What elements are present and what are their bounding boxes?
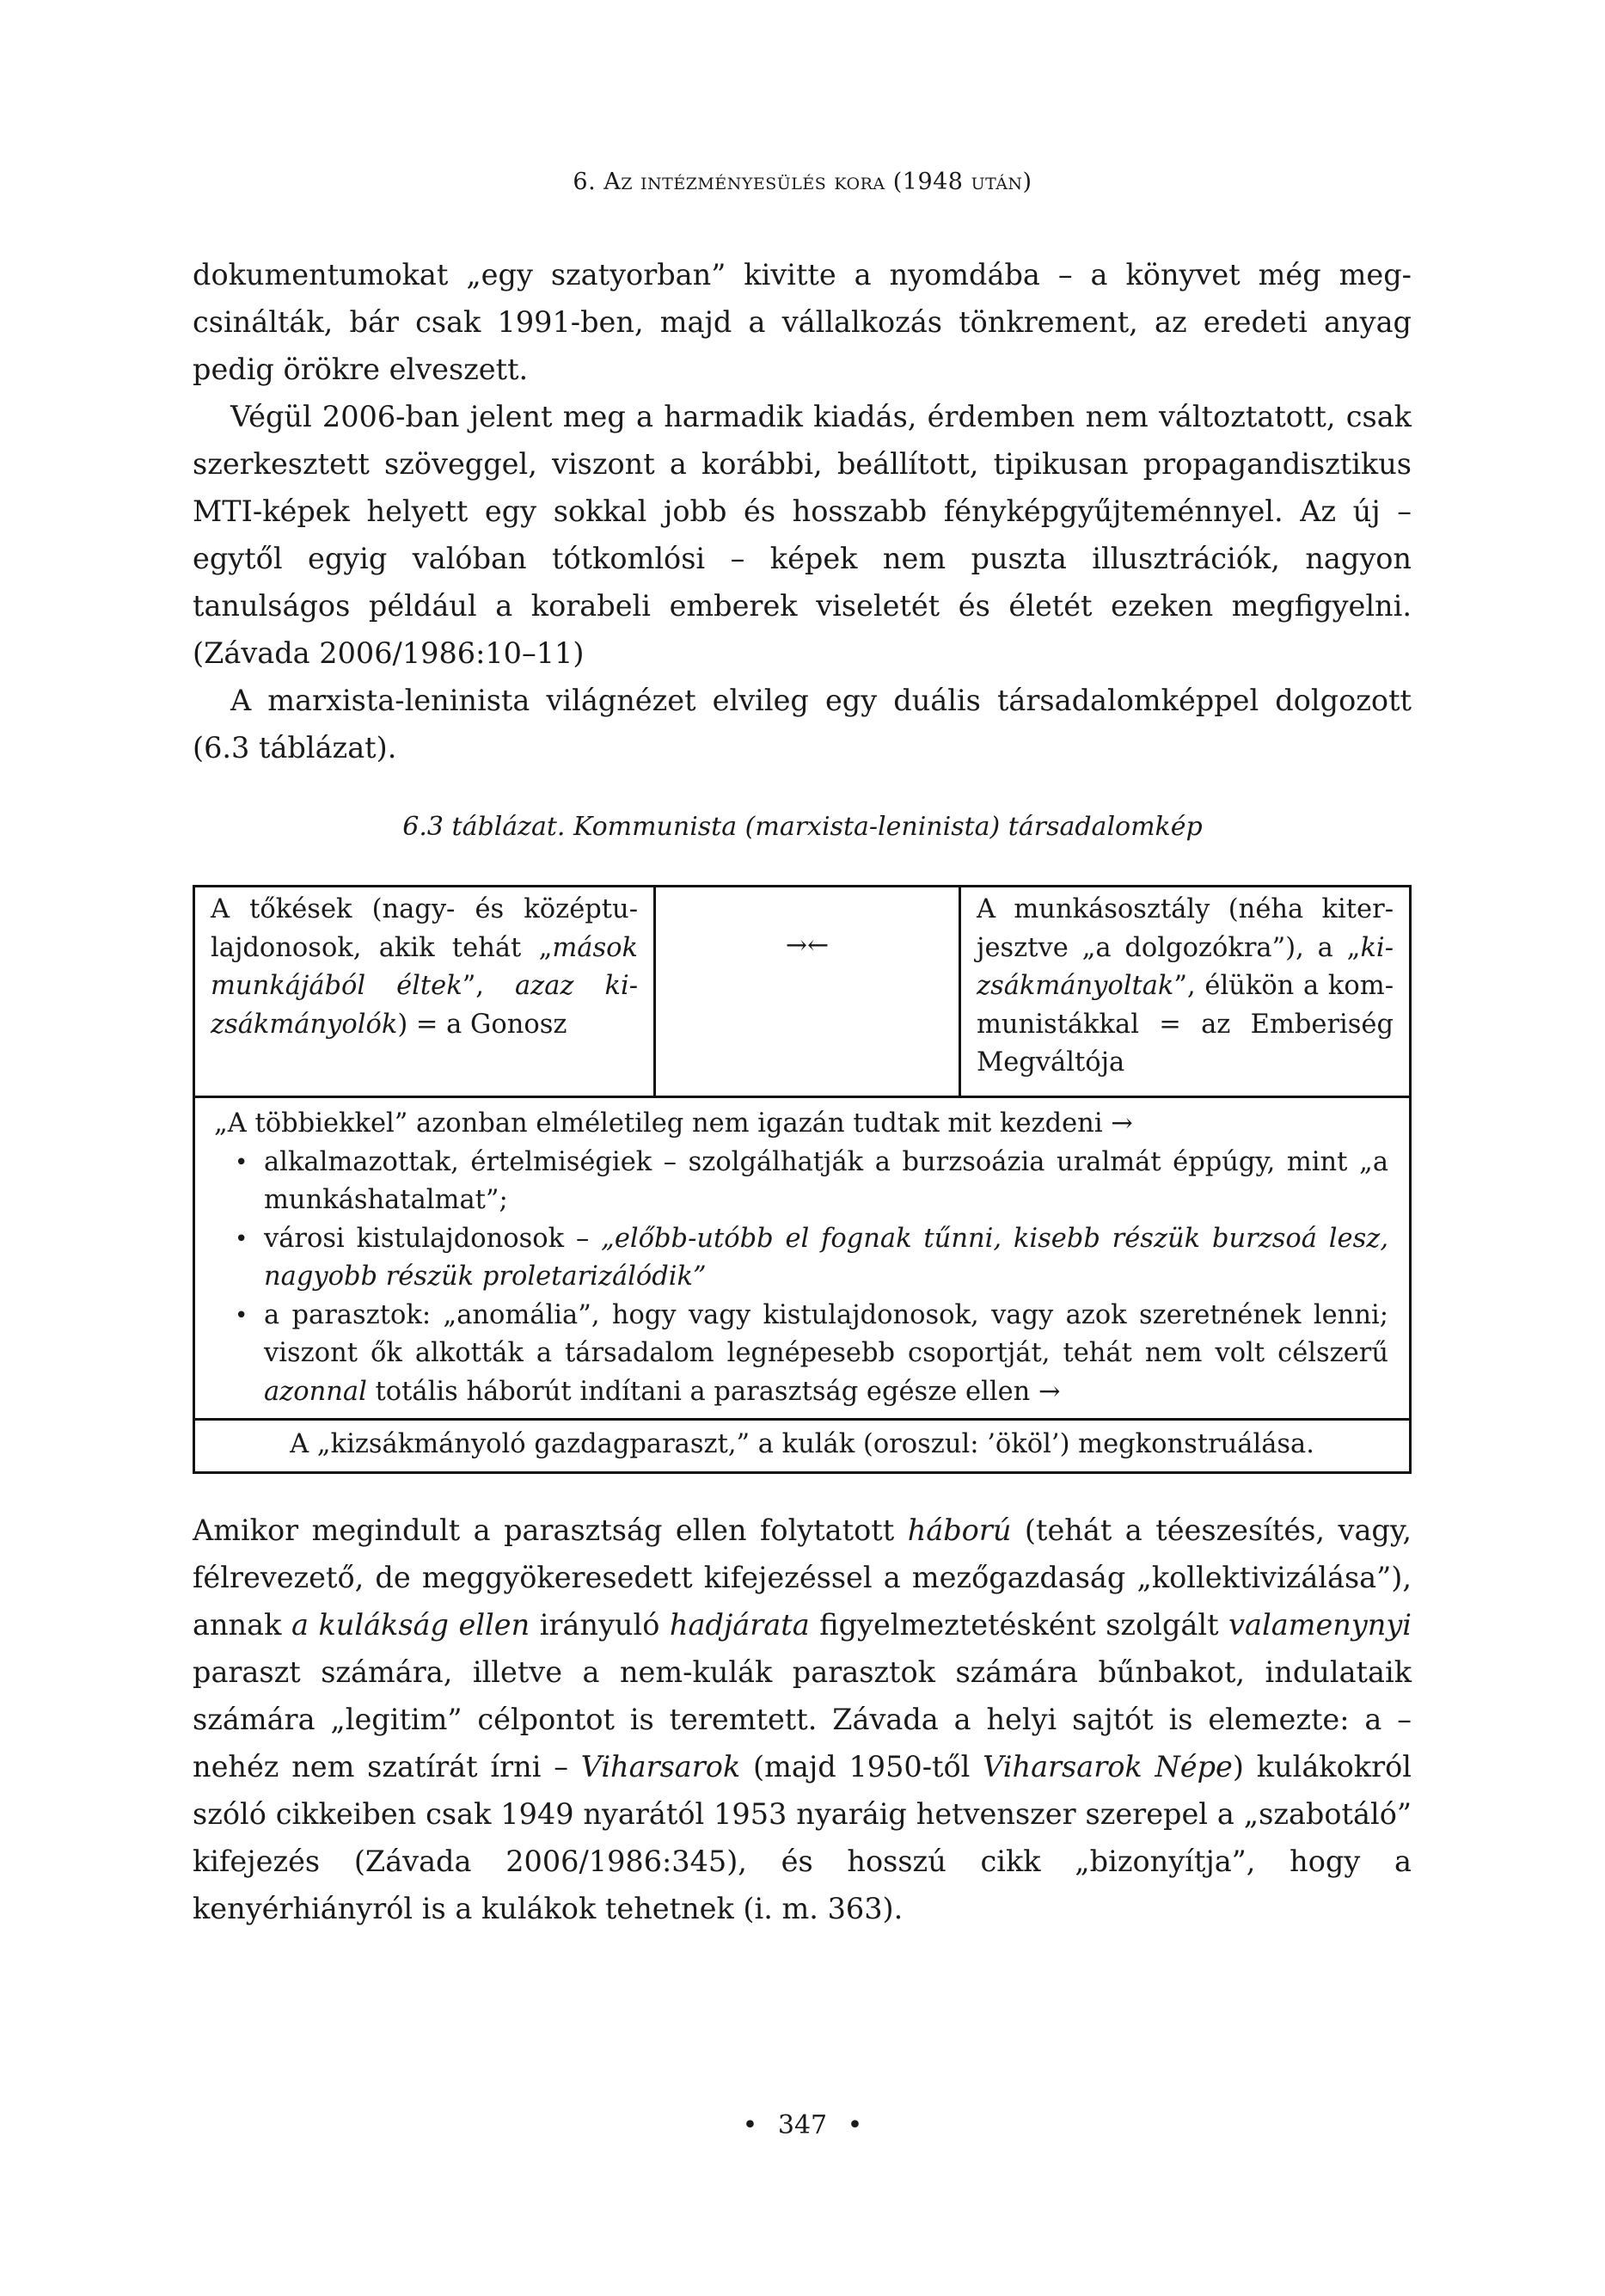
paragraph: dokumentumokat „egy szatyorban” kivitte a nyomdába – a könyvet még megcsinálták, bár csak 1991-ben, majd a vállalkozás tönkrement, az eredeti anyag pedig örökre elveszett.	[193, 258, 1412, 386]
text-run-italic: Viharsarok Népe	[983, 1750, 1233, 1783]
running-head: 6. Az intézményesülés kora (1948 után)	[573, 169, 1032, 195]
list-item-text: városi kistulajdonosok –	[264, 1223, 602, 1254]
text-run: irányuló	[530, 1608, 670, 1642]
list-item	[264, 1144, 1388, 1220]
others-intro: „A többiekkel” azonban elméletileg nem igazán tudtak mit kezdeni →	[214, 1108, 1133, 1139]
others-cell	[194, 1097, 1411, 1420]
text-run: Amikor megindult a parasztság ellen folytatott	[193, 1513, 908, 1547]
text-run-italic: valamenynyi	[1228, 1608, 1412, 1642]
paragraph	[193, 1507, 1412, 1932]
text-run: (tehát a téeszesítés, vagy, félrevezető, de meggyökeresedett kifejezéssel a mezőgazdaság „kollektivizálása”), annak	[193, 1513, 1412, 1642]
body-text-bottom	[193, 1507, 1412, 1932]
list-item-text-italic: „előbb-utóbb el fognak tűnni, kisebb részük burzsoá lesz, nagyobb részük proletarizálódik”	[264, 1223, 1389, 1292]
text-run-italic: hadjárata	[669, 1608, 810, 1642]
paragraph: Végül 2006-ban jelent meg a harmadik kiadás, érdemben nem változtatott, csak szerkesztett szöveggel, viszont a korábbi, beállított, tipikusan propagandisztikus MTI-képek helyett egy sokkal jobb és hosszabb fényképgyűjteménnyel. Az új – egytől egyig valóban tótkomlósi – képek nem puszta illusztrációk, nagyon tanulságos például a korabeli emberek viseletét és életét ezeken megfigyelni. (Závada 2006/1986:10–11)	[193, 400, 1412, 670]
page-footer	[0, 2110, 1605, 2140]
table-row	[194, 1420, 1411, 1473]
page-number: 347	[777, 2110, 828, 2140]
list-item-text-italic: azonnal	[264, 1376, 367, 1407]
text-run: (majd 1950-től	[740, 1750, 983, 1783]
bullet-ornament-icon: •	[742, 2110, 758, 2140]
society-table	[193, 885, 1412, 1474]
paragraph: A marxista-leninista világnézet elvileg egy duális társadalomképpel dolgozott (6.3 táblázat).	[193, 684, 1412, 764]
bullet-ornament-icon: •	[847, 2110, 863, 2140]
others-list	[214, 1144, 1388, 1412]
cell-text: ”, élükön a kommunistákkal = az Emberiség Megváltója	[977, 971, 1394, 1077]
cell-text: A tőkések (nagy- és középtulajdonosok, akik tehát „	[211, 894, 638, 963]
cell-text: A munkásosztály (néha kiterjesztve „a dolgozókra”), a „	[977, 894, 1394, 963]
cell-text: ) = a Gonosz	[397, 1009, 567, 1040]
text-run: figyelmeztetésként szolgált	[809, 1608, 1229, 1642]
cell-text-italic: azaz kizsákmányolók	[211, 971, 639, 1040]
table-row	[194, 1097, 1411, 1420]
cell-text-italic: mások munkájából éltek	[211, 932, 638, 1001]
list-item	[264, 1297, 1388, 1412]
cell-text-italic: kizsákmányoltak	[977, 932, 1394, 1001]
list-item-text: totális háborút indítani a parasztság egésze ellen →	[366, 1376, 1061, 1407]
list-item	[264, 1220, 1388, 1297]
table-caption: 6.3 táblázat. Kommunista (marxista-leninista) társadalomkép	[402, 812, 1203, 842]
text-run: ) kulákokról szóló cikkeiben csak 1949 nyarától 1953 nyaráig hetvenszer szerepel a „szabotáló” kifejezés (Závada 2006/1986:345), és hosszú cikk „bizonyítja”, hogy a kenyérhiányról is a kulákok tehetnek (i. m. 363).	[193, 1750, 1412, 1925]
capitalists-cell	[194, 887, 655, 1097]
text-run: paraszt számára, illetve a nem-kulák parasztok számára bűnbakot, indulataik számára „legitim” célpontot is teremtett. Závada a helyi sajtót is elemezte: a – nehéz nem szatírát írni –	[193, 1655, 1412, 1783]
kulak-construction-cell: A „kizsákmányoló gazdagparaszt,” a kulák (oroszul: ’ököl’) megkonstruálása.	[194, 1420, 1411, 1473]
list-item-text: alkalmazottak, értelmiségiek – szolgálhatják a burzsoázia uralmát éppúgy, mint „a munkáshatalmat”;	[264, 1146, 1388, 1215]
opposing-arrows-icon: →←	[785, 930, 830, 961]
opposition-arrows-cell	[655, 887, 960, 1097]
list-item-text: a parasztok: „anomália”, hogy vagy kistulajdonosok, vagy azok szeretnének lenni; viszont ők alkották a társadalom legnépesebb csoportját, tehát nem volt célszerű	[264, 1299, 1388, 1368]
working-class-cell	[960, 887, 1411, 1097]
text-run-italic: a kulákság ellen	[291, 1608, 530, 1642]
table-row	[194, 887, 1411, 1097]
cell-text: ”,	[462, 971, 515, 1001]
body-text-top	[193, 251, 1412, 771]
text-run-italic: Viharsarok	[580, 1750, 741, 1783]
text-run-italic: háború	[907, 1513, 1012, 1547]
